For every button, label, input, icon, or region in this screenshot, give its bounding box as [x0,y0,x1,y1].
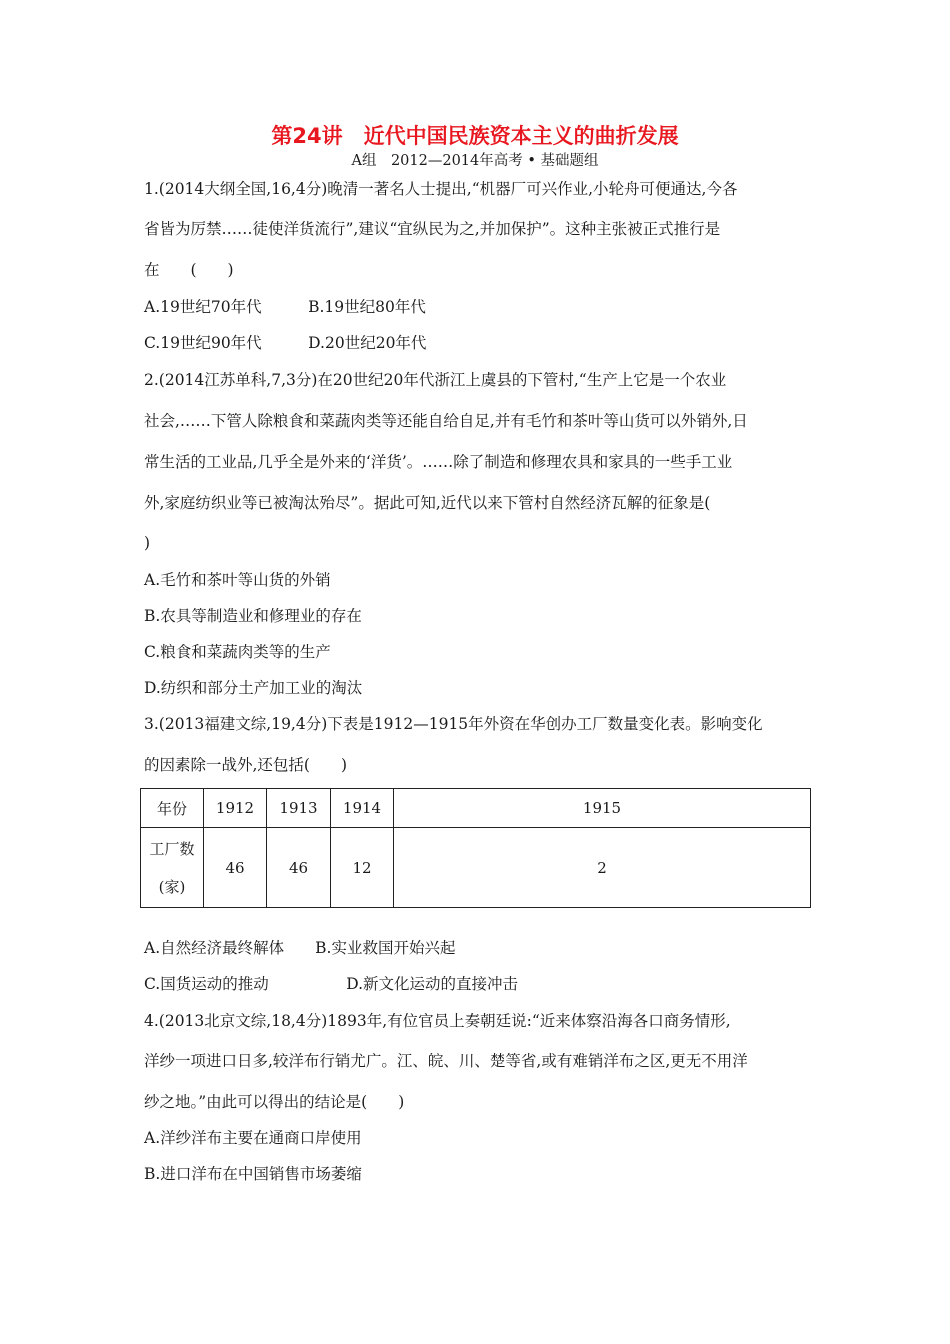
q1-line-1: 1.(2014大纲全国,16,4分)晚清一著名人士提出,“机器厂可兴作业,小轮舟可便通达,今各 [144,180,738,198]
table-cell: 46 [267,828,331,908]
page-subtitle: A组 2012—2014年高考 • 基础题组 [351,153,599,169]
q1-options-row-2: C.19世纪90年代 D.20世纪20年代 [144,334,427,352]
table-header-cell: 1914 [331,789,394,828]
table-row-label [141,828,204,908]
table-header-cell: 年份 [141,789,204,828]
factory-count-table [140,788,811,908]
q4-option-a: A.洋纱洋布主要在通商口岸使用 [144,1129,362,1147]
q2-line-5: ) [144,534,151,552]
q3-options-row-2: C.国货运动的推动 D.新文化运动的直接冲击 [144,975,519,993]
table-cell: 2 [394,828,811,908]
q4-line-3: 纱之地。”由此可以得出的结论是( ) [144,1093,405,1111]
table-header-cell: 1912 [204,789,267,828]
q2-line-3: 常生活的工业品,几乎全是外来的‘洋货’。……除了制造和修理农具和家具的一些手工业 [144,453,733,471]
q2-line-2: 社会,……下管人除粮食和菜蔬肉类等还能自给自足,并有毛竹和茶叶等山货可以外销外,日 [144,412,748,430]
page-title: 第24讲 近代中国民族资本主义的曲折发展 [271,124,679,148]
q3-options-row-1: A.自然经济最终解体 B.实业救国开始兴起 [144,939,456,957]
q4-line-2: 洋纱一项进口日多,较洋布行销尤广。江、皖、川、楚等省,或有难销洋布之区,更无不用洋 [144,1052,748,1070]
q2-option-a: A.毛竹和茶叶等山货的外销 [144,571,331,589]
table-header-cell: 1915 [394,789,811,828]
table-header-cell: 1913 [267,789,331,828]
q2-line-1: 2.(2014江苏单科,7,3分)在20世纪20年代浙江上虞县的下管村,“生产上它是一个农业 [144,371,727,389]
q2-option-b: B.农具等制造业和修理业的存在 [144,607,362,625]
q2-option-d: D.纺织和部分土产加工业的淘汰 [144,679,363,697]
table-row [141,828,811,908]
q1-line-2: 省皆为厉禁……徒使洋货流行”,建议“宜纵民为之,并加保护”。这种主张被正式推行是 [144,220,721,238]
row-label-top: 工厂数 [149,839,195,858]
row-label-bottom: (家) [158,877,186,896]
table-header-row [141,789,811,828]
q2-option-c: C.粮食和菜蔬肉类等的生产 [144,643,331,661]
table-cell: 46 [204,828,267,908]
q3-line-1: 3.(2013福建文综,19,4分)下表是1912—1915年外资在华创办工厂数量变化表。影响变化 [144,715,763,733]
q1-line-3: 在 ( ) [144,261,234,279]
q4-line-1: 4.(2013北京文综,18,4分)1893年,有位官员上奏朝廷说:“近来体察沿海各口商务情形, [144,1012,731,1030]
q2-line-4: 外,家庭纺织业等已被淘汰殆尽”。据此可知,近代以来下管村自然经济瓦解的征象是( [144,494,711,512]
q1-options-row-1: A.19世纪70年代 B.19世纪80年代 [144,298,426,316]
q4-option-b: B.进口洋布在中国销售市场萎缩 [144,1165,362,1183]
q3-line-2: 的因素除一战外,还包括( ) [144,756,348,774]
table-cell: 12 [331,828,394,908]
